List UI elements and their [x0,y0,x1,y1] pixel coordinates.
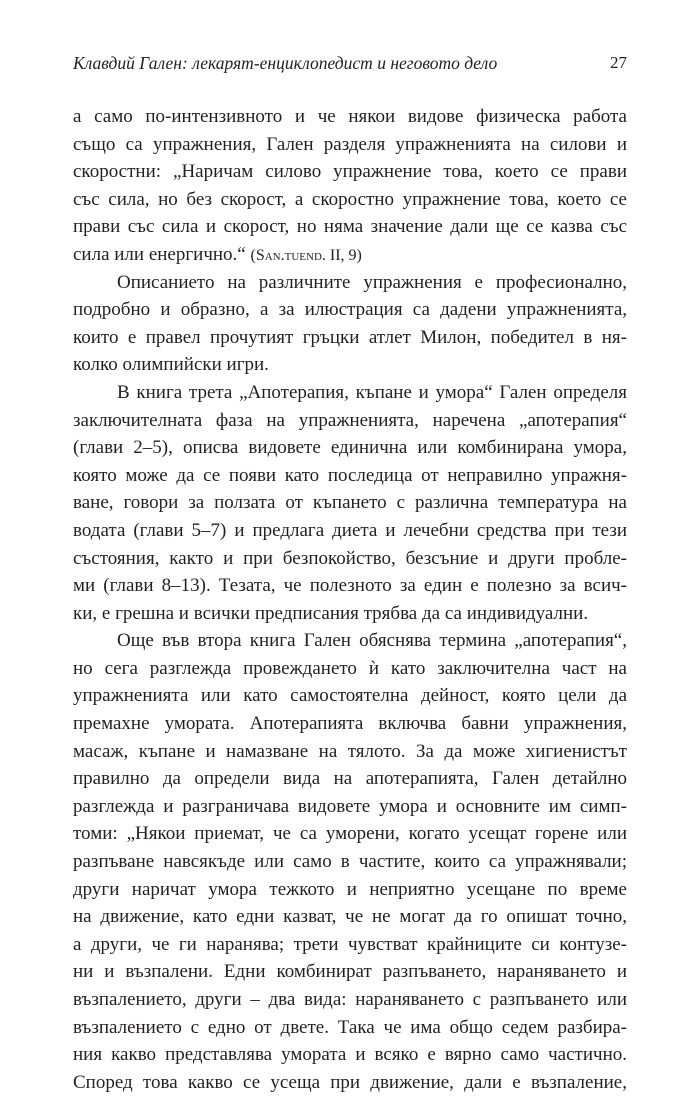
source-citation: (San.tuend. II, 9) [250,246,362,264]
text-line: В книга трета „Апотерапия, къпане и умора“ Гален определя [117,381,627,403]
text-line: но сега разглежда провеждането ѝ като заключителна част на [73,657,627,679]
text-line: подробно и образно, а за илюстрация са дадени упражненията, [73,299,627,321]
text-line: а други, че ги наранява; трети чувстват крайниците си контузе- [73,933,627,955]
text-line: томи: „Някои приемат, че са уморени, когато усещат горене или [73,823,627,845]
text-line: ване, говори за ползата от къпането с различна температура на [73,492,627,514]
text-line: колко олимпийски игри. [73,354,269,376]
text-line: разпъване навсякъде или само в частите, които са упражнявали; [73,851,627,873]
text-line: със сила, но без скорост, а скоростно упражнение това, което се [73,188,627,210]
text-line: Още във втора книга Гален обяснява термина „апотерапия“, [117,630,627,652]
text-line: възпалението с едно от двете. Така че има общо седем разбира- [73,1016,627,1038]
text-line: която може да се появи като последица от неправилно упражня- [73,464,627,486]
page-number: 27 [610,53,627,72]
text-line: (глави 2–5), описва видовете единична или комбинирана умора, [73,437,627,459]
text-line: скоростни: „Наричам силово упражнение това, което се прави [73,161,627,183]
text-line: Според това какво се усеща при движение, дали е възпаление, [73,1071,627,1093]
text-line: други наричат умора тежкото и неприятно усещане по време [73,878,627,900]
text-line: прави със сила и скорост, но няма значение дали ще се казва със [73,216,627,238]
text-line-fragment: сила или енергично.“ [73,243,246,265]
text-line: заключителната фаза на упражненията, наречена „апотерапия“ [73,409,627,431]
text-line: водата (глави 5–7) и предлага диета и лечебни средства при тези [73,519,627,541]
text-line: ми (глави 8–13). Тезата, че полезното за един е полезно за всич- [73,575,627,597]
body-text [73,103,627,1096]
text-line: Описанието на различните упражнения е професионално, [117,271,627,293]
text-line: ки, е грешна и всички предписания трябва да са индивидуални. [73,602,589,624]
text-line: ния какво представлява умората и всяко е вярно само частично. [73,1044,627,1066]
text-line: на движение, като едни казват, че не могат да го опишат точно, [73,906,627,928]
paragraph-3 [73,379,627,627]
text-line: ни и възпалени. Едни комбинират разпъването, нараняването и [73,961,627,983]
text-line: упражненията или като самостоятелна дейност, която цели да [73,685,627,707]
text-line: също са упражнения, Гален разделя упражненията на силови и [73,133,627,155]
text-line: състояния, както и при безпокойство, безсъние и други пробле- [73,547,627,569]
text-line [73,241,627,269]
paragraph-2 [73,269,627,379]
text-line: премахне умората. Апотерапията включва бавни упражнения, [73,713,627,735]
text-line: масаж, къпане и намазване на тялото. За да може хигиенистът [73,740,627,762]
text-line: възпалението, други – два вида: нараняването с разпъването или [73,989,627,1010]
running-head-title: Клавдий Гален: лекарят-енциклопедист и неговото дело [73,53,498,73]
running-header [73,50,627,76]
text-line: правилно да определи вида на апотерапията, Гален детайлно [73,768,627,790]
text-line: които е правел прочутият гръцки атлет Милон, победител в ня- [73,326,627,348]
text-line: а само по-интензивното и че някои видове физическа работа [73,106,627,127]
text-line: разглежда и разграничава видовете умора и основните им симп- [73,795,627,817]
paragraph-4 [73,627,627,1096]
paragraph-1 [73,103,627,269]
